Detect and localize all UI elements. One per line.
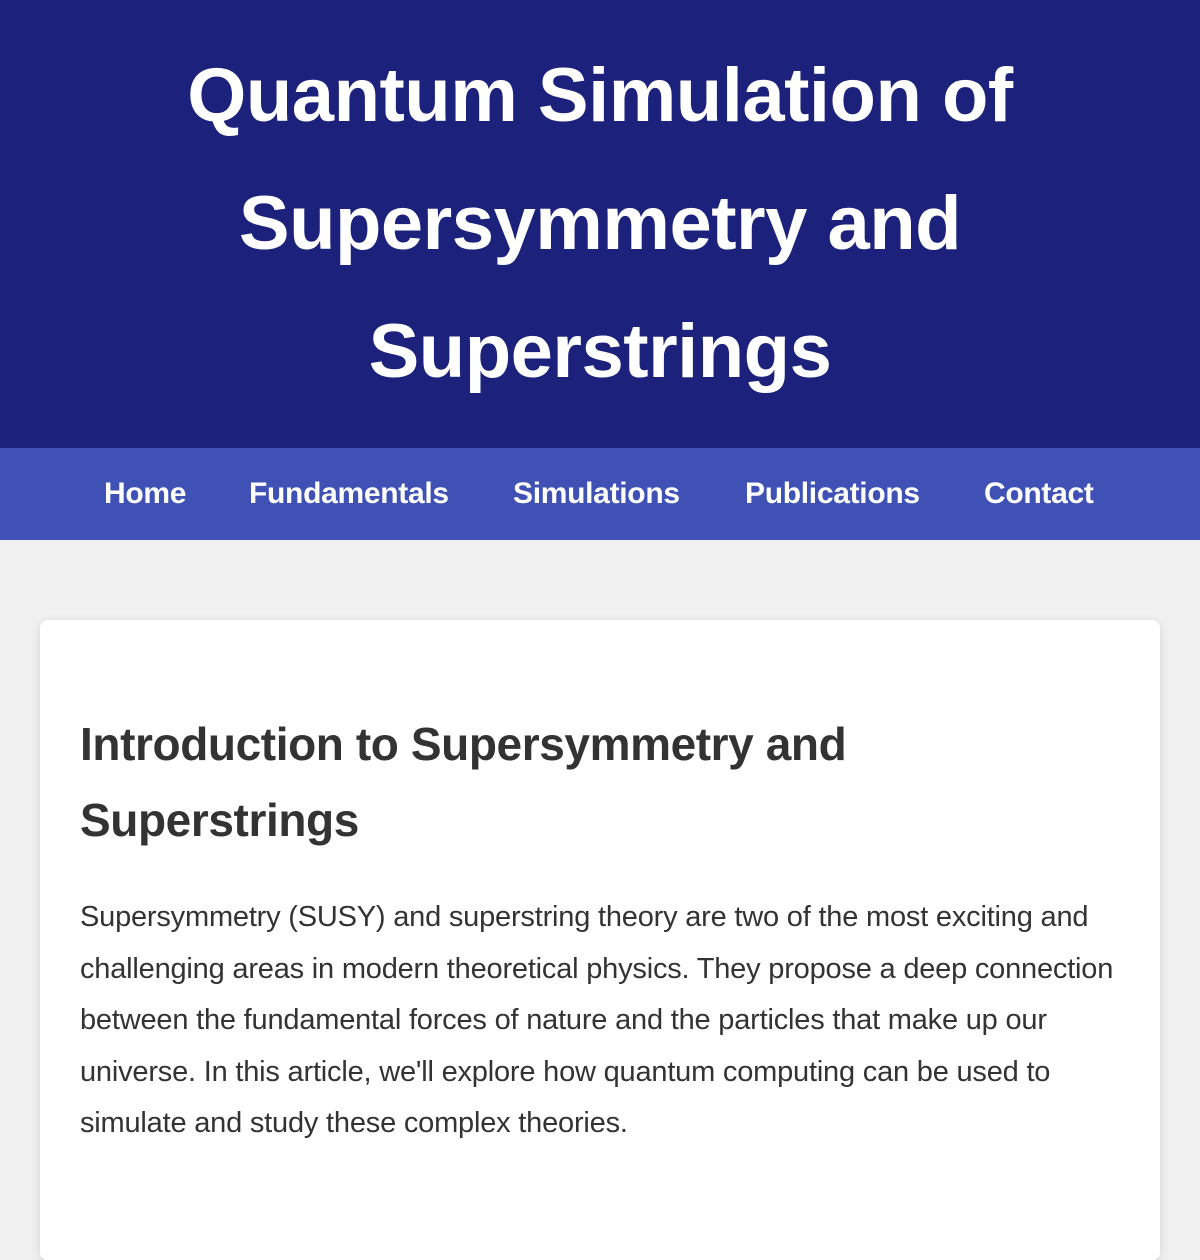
- nav-link-home[interactable]: Home: [104, 477, 187, 510]
- nav-link-simulations[interactable]: Simulations: [513, 477, 680, 510]
- section-heading: Introduction to Supersymmetry and Superstrings: [80, 718, 847, 846]
- page-title: Quantum Simulation of Supersymmetry and Superstrings: [187, 53, 1013, 394]
- site-header: [0, 0, 1200, 448]
- main-nav: [0, 448, 1200, 540]
- nav-link-fundamentals[interactable]: Fundamentals: [249, 477, 449, 510]
- nav-link-contact[interactable]: Contact: [984, 477, 1094, 510]
- content-card: [40, 620, 1160, 1260]
- nav-link-publications[interactable]: Publications: [745, 477, 920, 510]
- intro-paragraph: Supersymmetry (SUSY) and superstring theory are two of the most exciting and challenging areas in modern theoretical physics. They propose a deep connection between the fundamental forces of nature and the particles that make up our universe. In this article, we'll explore how quantum computing can be used to simulate and study these complex theories.: [80, 901, 1114, 1139]
